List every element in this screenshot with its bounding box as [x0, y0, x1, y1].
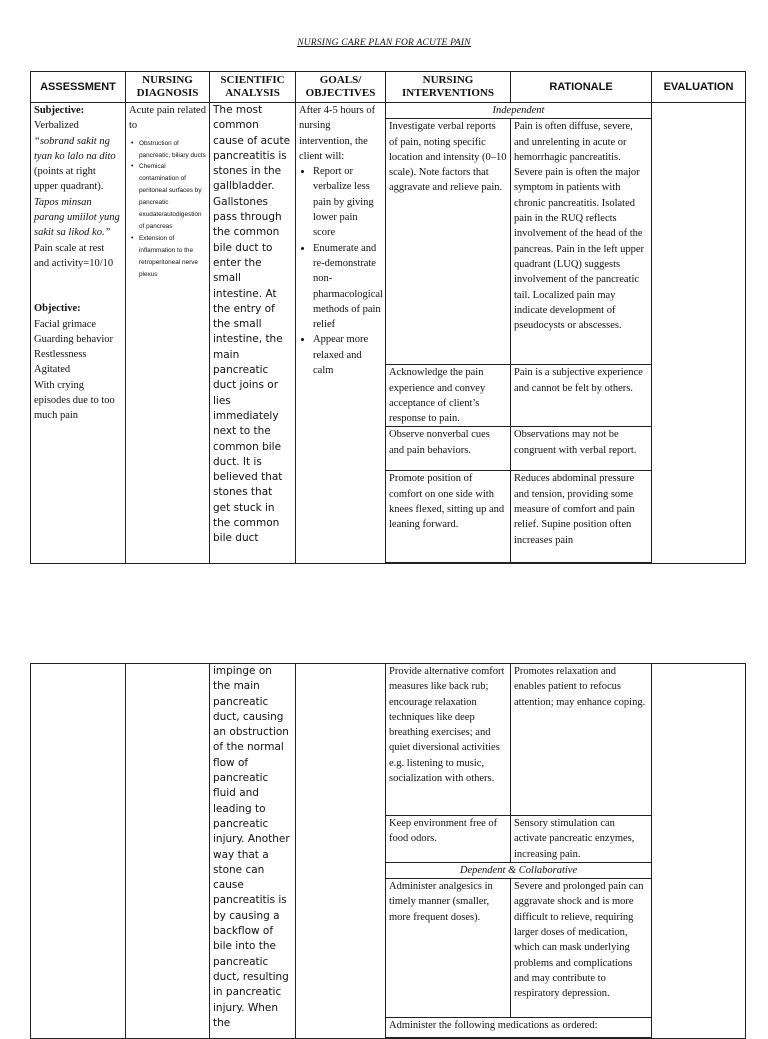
analysis-cutoff-text: When the [213, 1001, 279, 1029]
medications-row: Administer the following medications as ordered: [386, 1018, 652, 1038]
rationale-cell: Observations may not be congruent with verbal report. [511, 427, 652, 471]
goal-item: • Enumerate and re-demonstrate non-pharmacological methods of pain relief [313, 241, 382, 333]
goals-intro: After 4-5 hours of nursing intervention, the client will: [299, 105, 376, 162]
pain-scale: Pain scale at rest and activity=10/10 [34, 242, 114, 269]
document-title: NURSING CARE PLAN FOR ACUTE PAIN [297, 38, 471, 48]
quote-location: (points at right upper quadrant). [34, 166, 104, 193]
analysis-continued-text: impinge on the main pancreatic duct, causing an obstruction of the normal flow of pancreatic fluid and leading to pancreatic injury. Another way that a stone can cause pancreatitis is by causing a backflow of bile into the pancreatic duct, resulting in pancreatic injury. [213, 665, 290, 1014]
related-factor: • Obstruction of pancreatic, biliary ducts [135, 138, 206, 162]
header-assessment: ASSESSMENT [31, 72, 126, 103]
intervention-cell: Keep environment free of food odors. [386, 816, 511, 863]
subjective-quote [34, 134, 122, 241]
verbalized-label: Verbalized [34, 120, 79, 132]
analysis-cell: The most common cause of acute pancreatitis is stones in the gallbladder. Gallstones pass through the common bile duct to enter the small intestine. At the entry of the small intestine, the main pancreatic duct joins or lies immediately next to the common bile duct. It is believed that stones that get stuck in the common bile duct [210, 103, 296, 564]
goal-item: • Report or verbalize less pain by giving lower pain score [313, 164, 382, 240]
rationale-cell: Sensory stimulation can activate pancreatic enzymes, increasing pain. [511, 816, 652, 863]
care-plan-table-page1 [30, 71, 746, 564]
evaluation-cell-continued [652, 664, 746, 1039]
header-evaluation: EVALUATION [652, 72, 746, 103]
diagnosis-cell-continued [126, 664, 210, 1039]
header-analysis: SCIENTIFIC ANALYSIS [210, 72, 296, 103]
objective-item: Restlessness [34, 349, 87, 361]
header-diagnosis: NURSING DIAGNOSIS [126, 72, 210, 103]
related-factor: • Extension of inflammation to the retroperitoneal nerve plexus [135, 233, 206, 281]
rationale-cell: Pain is often diffuse, severe, and unrelenting in acute or hemorrhagic pancreatitis. Severe pain is often the major symptom in patients with chronic pancreatitis. Isolated pain in the RUQ reflects involvement of the head of the pancreas. Pain in the left upper quadrant (LUQ) suggests involvement of the pancreatic tail. Localized pain may indicate development of pseudocysts or abscesses. [511, 119, 652, 365]
rationale-cell: Reduces abdominal pressure and tension, providing some measure of comfort and pain relief. Supine position often increases pain [511, 471, 652, 563]
intervention-cell: Provide alternative comfort measures like back rub; encourage relaxation techniques like deep breathing exercises; and quiet diversional activities e.g. listening to music, socialization with others. [386, 664, 511, 816]
header-goals: GOALS/ OBJECTIVES [296, 72, 386, 103]
rationale-cell: Pain is a subjective experience and cannot be felt by others. [511, 365, 652, 427]
objective-item: Facial grimace [34, 318, 97, 330]
intervention-cell: Promote position of comfort on one side with knees flexed, sitting up and leaning forward. [386, 471, 511, 563]
section-independent: Independent [386, 103, 652, 119]
intervention-cell: Acknowledge the pain experience and convey acceptance of client’s response to pain. [386, 365, 511, 427]
header-row [31, 72, 746, 103]
objective-item: With crying episodes due to too much pain [34, 379, 115, 422]
table-row [31, 664, 746, 816]
subjective-label: Subjective: [34, 105, 85, 116]
evaluation-cell [652, 103, 746, 564]
analysis-cell-continued [210, 664, 296, 1039]
header-rationale: RATIONALE [511, 72, 652, 103]
assessment-cell [31, 103, 126, 564]
quote-part1: “sobrand sakit ng tyan ko lalo na dito [34, 135, 116, 162]
care-plan-table-page2 [30, 663, 746, 1039]
objective-item: Guarding behavior [34, 333, 114, 345]
quote-part2: Tapos minsan parang umiilot yung sakit sa likod ko.” [34, 196, 120, 239]
rationale-cell: Promotes relaxation and enables patient to refocus attention; may enhance coping. [511, 664, 652, 816]
assessment-cell-continued [31, 664, 126, 1039]
goals-cell [296, 103, 386, 564]
rationale-cell: Severe and prolonged pain can aggravate shock and is more difficult to relieve, requiring larger doses of medication, which can mask underlying problems and complications and may contribute to respiratory depression. [511, 879, 652, 1018]
goals-cell-continued [296, 664, 386, 1039]
diagnosis-cell [126, 103, 210, 564]
goal-item: • Appear more relaxed and calm [313, 332, 382, 378]
intervention-cell: Observe nonverbal cues and pain behaviors. [386, 427, 511, 471]
objective-label: Objective: [34, 303, 81, 315]
section-dependent: Dependent & Collaborative [386, 862, 652, 878]
objective-item: Agitated [34, 364, 71, 376]
related-factor: • Chemical contamination of peritoneal surfaces by pancreatic exudate/autodigestion of pancreas [135, 161, 206, 232]
intervention-cell: Investigate verbal reports of pain, noting specific location and intensity (0–10 scale). Note factors that aggravate and relieve pain. [386, 119, 511, 365]
goals-list [299, 164, 382, 378]
related-factors-list [129, 138, 206, 281]
intervention-cell: Administer analgesics in timely manner (smaller, more frequent doses). [386, 879, 511, 1018]
diagnosis-main: Acute pain related to [129, 105, 206, 132]
header-interventions: NURSING INTERVENTIONS [386, 72, 511, 103]
